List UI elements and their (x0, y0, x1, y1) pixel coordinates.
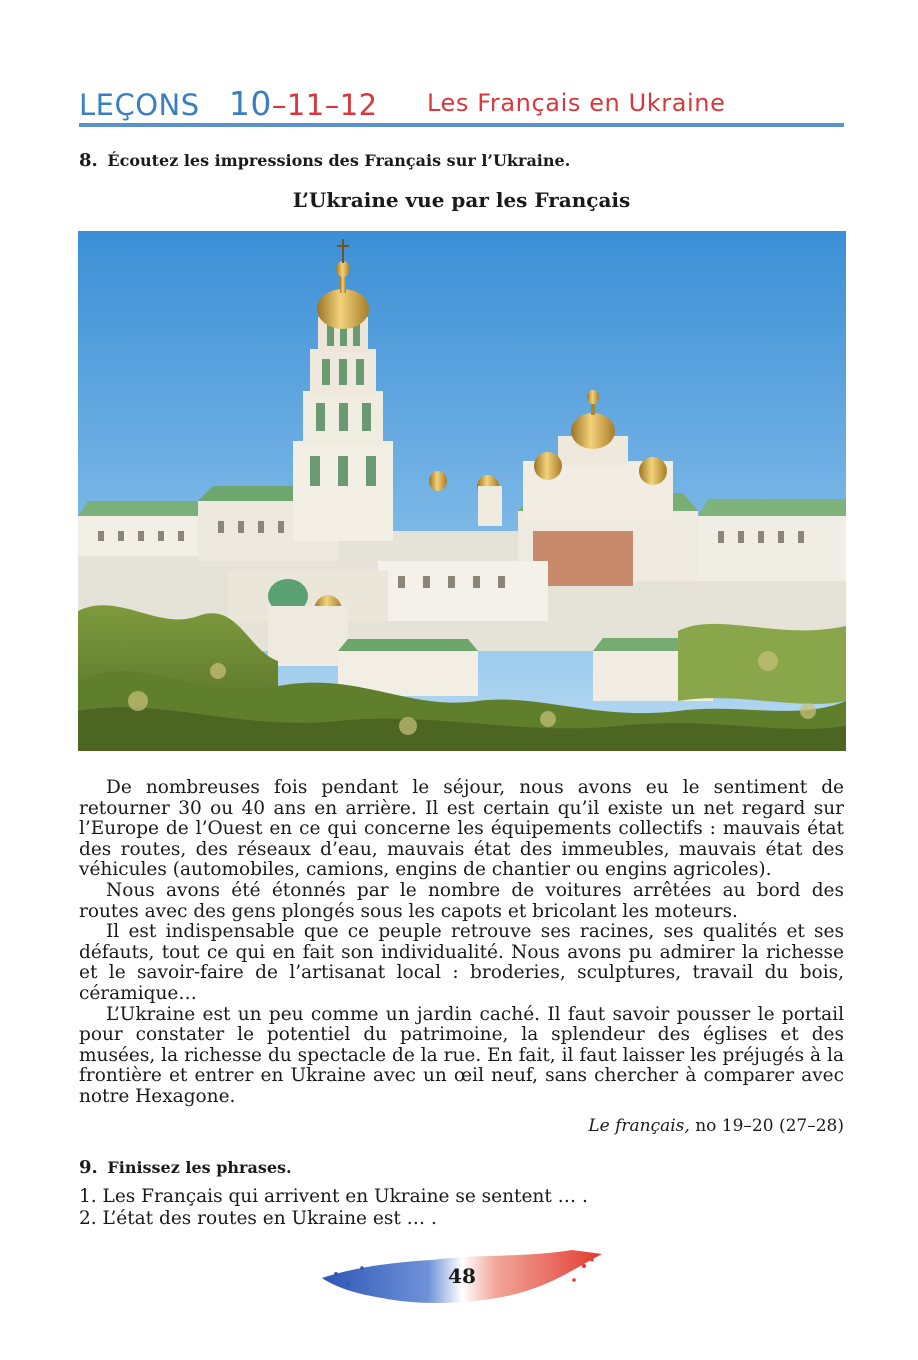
exercise-number: 8. (79, 150, 98, 171)
exercise-instruction: Finissez les phrases. (107, 1158, 292, 1177)
header-rule (79, 123, 844, 127)
exercise-9-list (79, 1186, 844, 1230)
article-body (79, 778, 844, 1108)
list-item: 2. L’état des routes en Ukraine est … . (79, 1208, 437, 1229)
article-paragraph: L’Ukraine est un peu comme un jardin caché. Il faut savoir pousser le portail pour constater le potentiel du patrimoine, la splendeur des églises et des musées, la richesse du spectacle de la rue. En fait, il faut laisser les préjugés à la frontière et entrer en Ukraine avec un œil neuf, sans chercher à comparer avec notre Hexagone. (79, 1003, 844, 1107)
article-title: L’Ukraine vue par les Français (292, 188, 631, 212)
lesson-header (79, 78, 844, 130)
lesson-separator: – (271, 88, 287, 122)
list-item: 1. Les Français qui arrivent en Ukraine se sentent … . (79, 1186, 588, 1207)
lessons-word: LEÇONS (79, 88, 200, 122)
lesson-separator: – (324, 88, 340, 122)
source-reference: no 19–20 (27–28) (695, 1116, 844, 1136)
lesson-number-11: 11 (286, 88, 325, 122)
kyiv-lavra-photo (78, 231, 846, 751)
exercise-instruction: Écoutez les impressions des Français sur l’Ukraine. (107, 151, 571, 170)
page-number: 48 (448, 1264, 476, 1288)
lesson-number-12: 12 (339, 88, 378, 122)
article-paragraph: Il est indispensable que ce peuple retrouve ses racines, ses qualités et ses défauts, tout ce qui en fait son individualité. Nous avons pu admirer la richesse et le savoir-faire de l’artisanat local : broderies, sculptures, travail du bois, céramique… (79, 921, 844, 1004)
exercise-9-heading (79, 1157, 292, 1178)
lesson-topic: Les Français en Ukraine (427, 89, 726, 117)
exercise-number: 9. (79, 1157, 98, 1178)
page-number-ribbon (322, 1240, 602, 1310)
article-paragraph: De nombreuses fois pendant le séjour, nous avons eu le sentiment de retourner 30 ou 40 ans en arrière. Il est certain qu’il existe un net regard sur l’Europe de l’Ouest en ce qui concerne les équipements collectifs : mauvais état des routes, des réseaux d’eau, mauvais état des immeubles, mauvais état des véhicules (automobiles, camions, engins de chantier ou engins agricoles). (79, 777, 844, 881)
monastery-landscape-illustration (78, 231, 846, 751)
article-source (79, 1116, 844, 1136)
source-title: Le français, (588, 1116, 690, 1136)
exercise-8-heading (79, 150, 570, 171)
article-paragraph: Nous avons été étonnés par le nombre de voitures arrêtées au bord des routes avec des gens plongés sous les capots et bricolant les moteurs. (79, 879, 844, 922)
lesson-number-10: 10 (228, 84, 272, 123)
lessons-label (79, 84, 378, 123)
